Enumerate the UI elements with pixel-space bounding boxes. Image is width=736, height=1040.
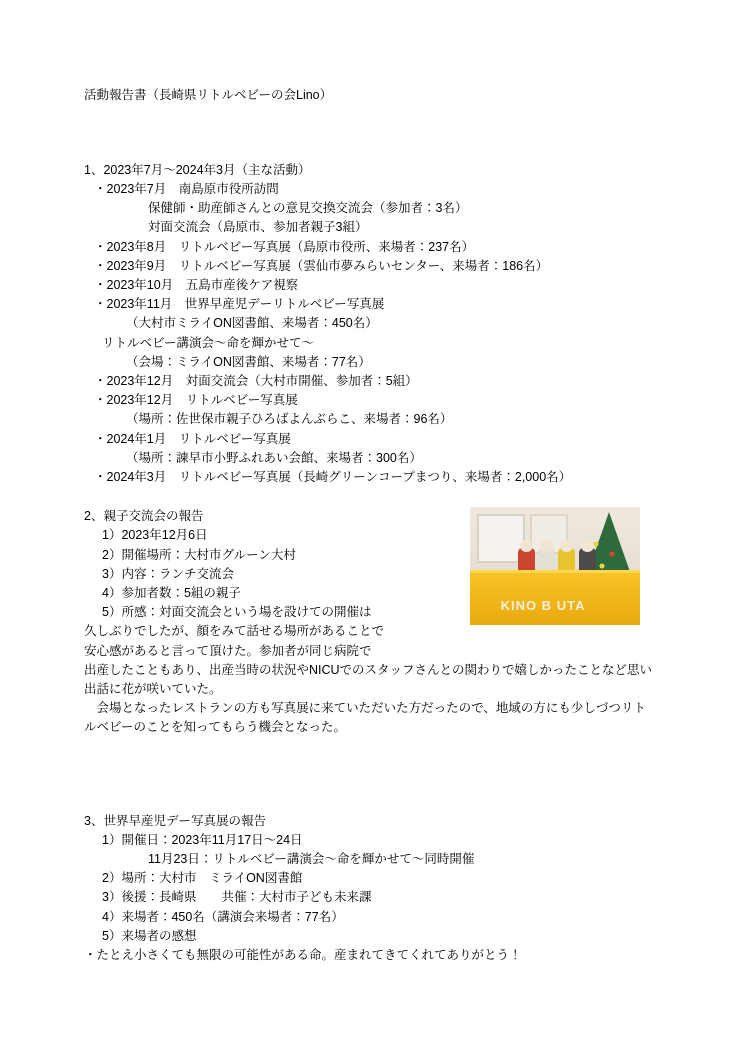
section-1-item-7: ・2023年11月 世界早産児デーリトルベビー写真展 [94,297,385,312]
section-1-item-16: ・2024年3月 リトルベビー写真展（長崎グリーンコープまつり、来場者：2,000名） [94,470,572,484]
section-2-item-3: 3）内容：ランチ交流会 [102,566,234,581]
section-2-paragraph-2: 安心感があると言って頂けた。参加者が同じ病院で [84,643,372,658]
section-1-item-2: 保健師・助産師さんとの意見交換交流会（参加者：3名） [148,201,468,216]
section-2 [84,507,654,737]
parent-child-exchange-photo [470,507,640,625]
section-1-item-4: ・2023年8月 リトルベビー写真展（島原市役所、来場者：237名） [94,239,475,254]
section-2-item-4: 4）参加者数：5組の親子 [102,586,241,601]
photo-toy-4-head [581,540,594,552]
section-1-item-8: （大村市ミライON図書館、来場者：450名） [126,316,378,331]
photo-toy-1-head [520,540,533,552]
section-1-item-11: ・2023年12月 対面交流会（大村市開催、参加者：5組） [94,373,418,388]
section-3-comment: ・たとえ小さくても無限の可能性がある命。産まれてきてくれてありがとう！ [84,948,522,963]
section-1-item-15: （場所：諫早市小野ふれあい会館、来場者：300名） [126,450,422,465]
section-3-item-6: 5）来場者の感想 [102,928,197,943]
section-1-item-13: （場所：佐世保市親子ひろばよんぶらこ、来場者：96名） [126,412,453,427]
photo-logo-text: KINO B UTA [500,598,586,614]
section-2-heading: 2、親子交流会の報告 [84,509,204,524]
document-title: 活動報告書（長崎県リトルベビーの会Lino） [84,88,333,102]
section-1-item-5: ・2023年9月 リトルベビー写真展（雲仙市夢みらいセンター、来場者：186名） [94,258,549,273]
section-2-paragraph-3: 出産したこともあり、出産当時の状況やNICUでのスタッフさんとの関わりで嬉しかったことなど思い出話に花が咲いていた。 [84,662,653,697]
section-3-item-4: 3）後援：長崎県 共催：大村市子ども未来課 [102,890,372,905]
section-1-item-9: リトルベビー講演会～命を輝かせて～ [102,335,315,350]
photo-toy-3-head [560,540,573,552]
section-2-item-5: 5）所感：対面交流会という場を設けての開催は [102,605,372,620]
section-3-heading: 3、世界早産児デー写真展の報告 [84,813,266,828]
section-3-item-2: 11月23日：リトルベビー講演会～命を輝かせて～同時開催 [148,852,475,867]
section-1-item-1: ・2023年7月 南島原市役所訪問 [94,181,279,196]
section-1-item-10: （会場：ミライON図書館、来場者：77名） [126,354,371,369]
document-body [84,86,654,965]
section-2-paragraph-4: 会場となったレストランの方も写真展に来ていただいた方だったので、地域の方にも少しづつリトルベビーのことを知ってもらう機会となった。 [84,701,646,735]
section-2-paragraph-1: 久しぶりでしたが、顔をみて話せる場所があることで [84,624,385,639]
section-3-item-1: 1）開催日：2023年11月17日～24日 [102,832,303,847]
section-1-item-14: ・2024年1月 リトルベビー写真展 [94,431,291,446]
photo-toy-2-head [540,540,553,552]
section-1-item-6: ・2023年10月 五島市産後ケア視察 [94,277,299,292]
section-1-item-12: ・2023年12月 リトルベビー写真展 [94,393,298,408]
section-2-item-2: 2）開催場所：大村市グルーン大村 [102,547,296,562]
section-3-item-3: 2）場所：大村市 ミライON図書館 [102,871,303,886]
section-3-item-5: 4）来場者：450名（講演会来場者：77名） [102,909,344,924]
section-2-item-1: 1）2023年12月6日 [102,528,208,543]
section-1-heading: 1、2023年7月～2024年3月（主な活動） [84,162,311,177]
photo-illustration [470,507,640,625]
section-1-item-3: 対面交流会（島原市、参加者親子3組） [148,220,368,235]
